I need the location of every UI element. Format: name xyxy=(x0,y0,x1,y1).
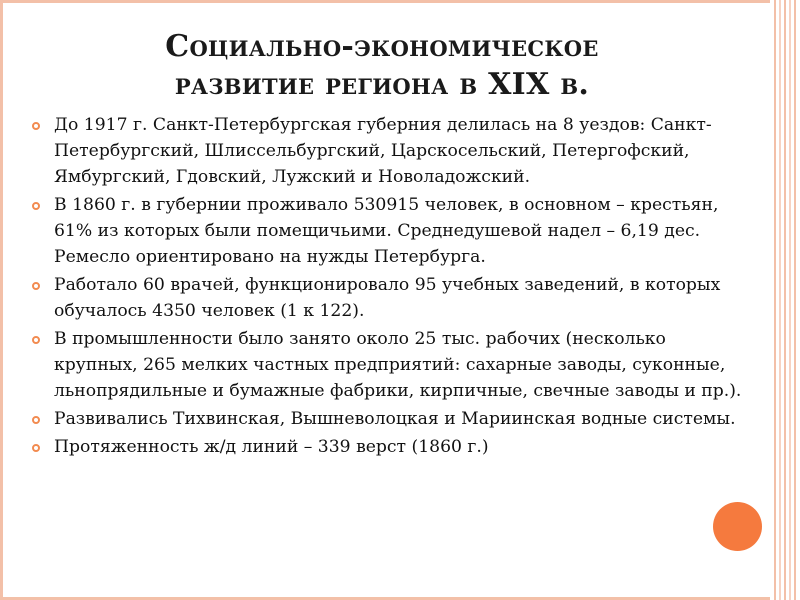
hollow-circle-icon xyxy=(32,444,40,452)
bullet-text: Работало 60 врачей, функционировало 95 учебных заведений, в которых обучалось 4350 человек (1 к 122). xyxy=(54,275,721,321)
bullet-text: В промышленности было занято около 25 тыс. рабочих (несколько крупных, 265 мелких частных предприятий: сахарные заводы, суконные, льнопрядильные и бумажные фабрики, кирпичные, свечные заводы и пр.). xyxy=(54,329,742,401)
bullet-text: До 1917 г. Санкт-Петербургская губерния делилась на 8 уездов: Санкт-Петербургский, Шлиссельбургский, Царскосельский, Петергофский, Ямбургский, Гдовский, Лужский и Новоладожский. xyxy=(54,115,712,187)
hollow-circle-icon xyxy=(32,416,40,424)
slide-title-line-1: Социально-экономическое xyxy=(165,29,599,64)
bullet-item xyxy=(32,434,752,460)
orange-circle-decoration xyxy=(713,502,762,551)
bullet-text: Протяженность ж/д линий – 339 верст (1860 г.) xyxy=(54,437,489,457)
bullet-item xyxy=(32,272,752,324)
bullet-item xyxy=(32,406,752,432)
band-line xyxy=(794,0,796,600)
slide-title-line-2: развитие региона в XIX в. xyxy=(174,67,590,102)
bullet-text: В 1860 г. в губернии проживало 530915 человек, в основном – крестьян, 61% из которых были помещичьими. Среднедушевой надел – 6,19 дес. Ремесло ориентировано на нужды Петербурга. xyxy=(54,195,719,267)
bullet-text: Развивались Тихвинская, Вышневолоцкая и Мариинская водные системы. xyxy=(54,409,736,429)
hollow-circle-icon xyxy=(32,122,40,130)
hollow-circle-icon xyxy=(32,202,40,210)
hollow-circle-icon xyxy=(32,282,40,290)
bullet-item xyxy=(32,192,752,270)
right-decorative-band xyxy=(770,0,800,600)
band-line xyxy=(774,0,776,600)
bullet-item xyxy=(32,326,752,404)
bullet-item xyxy=(32,112,752,190)
band-line xyxy=(779,0,781,600)
slide-title xyxy=(52,28,712,104)
band-line xyxy=(789,0,791,600)
hollow-circle-icon xyxy=(32,336,40,344)
band-line xyxy=(784,0,786,600)
bullet-list xyxy=(32,112,752,462)
